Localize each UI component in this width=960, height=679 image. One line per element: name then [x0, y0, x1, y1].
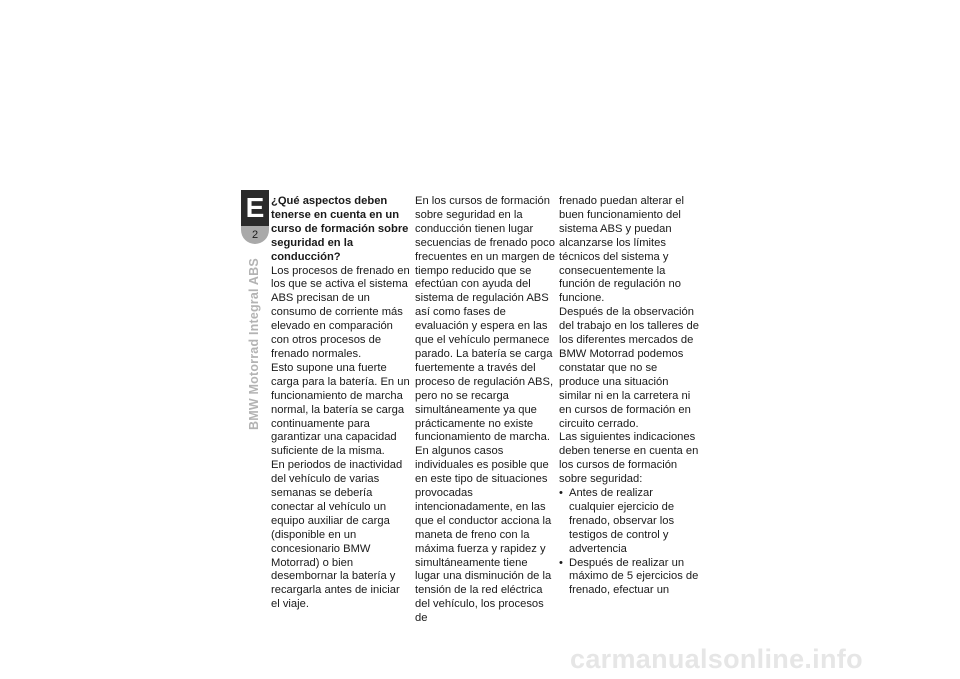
page-number: 2	[241, 226, 269, 244]
paragraph: Los procesos de frenado en los que se activa el sistema ABS precisan de un consumo de corriente más elevado en comparación con otros procesos de frenado normales.	[271, 264, 410, 360]
paragraph: En los cursos de formación sobre seguridad en la conducción tienen lugar secuencias de frenado poco frecuentes en un margen de tiempo reducido que se efectúan con ayuda del sistema de regulación ABS así como fases de evaluación y espera en las que el vehículo permanece parado. La batería se carga fuertemente a través del proceso de regulación ABS, pero no se recarga simultáneamente ya que prácticamente no existe funcionamiento de marcha. En algunos casos individuales es posible que en este tipo de situaciones provocadas intencionadamente, en las que el conductor acciona la maneta de freno con la máxima fuerza y rapidez y simultáneamente tiene lugar una disminución de la tensión de la red eléctrica del vehículo, los procesos de	[415, 195, 555, 625]
vertical-section-title	[247, 258, 264, 430]
side-tab	[241, 190, 269, 244]
paragraph: Después de la observación del trabajo en los talleres de los diferentes mercados de BMW Motorrad podemos constatar que no se produce una situación similar ni en la carretera ni en cursos de formación en circuito cerrado.	[559, 306, 699, 430]
vertical-title-text: BMW Motorrad Integral ABS	[247, 258, 261, 430]
paragraph: Esto supone una fuerte carga para la batería. En un funcionamiento de marcha normal, la batería se carga continuamente para garantizar una capacidad suficiente de la misma.	[271, 361, 410, 458]
watermark: carmanualsonline.info	[570, 644, 863, 674]
bullet-item	[559, 557, 699, 599]
paragraph: frenado puedan alterar el buen funcionamiento del sistema ABS y puedan alcanzarse los límites técnicos del sistema y consecuentemente la función de regulación no funcione.	[559, 195, 685, 305]
text-column-2	[415, 195, 555, 626]
bullet-text: Antes de realizar cualquier ejercicio de frenado, observar los testigos de control y advertencia	[569, 487, 675, 555]
bullet-text: Después de realizar un máximo de 5 ejercicios de frenado, efectuar un	[569, 556, 699, 597]
text-column-1	[271, 195, 411, 612]
paragraph: Las siguientes indicaciones deben tenerse en cuenta en los cursos de formación sobre seguridad:	[559, 431, 699, 486]
section-heading: ¿Qué aspectos deben tenerse en cuenta en un curso de formación sobre seguridad en la conducción?	[271, 195, 409, 263]
language-tab: E	[241, 190, 269, 226]
bullet-marker: •	[559, 487, 563, 500]
paragraph: En periodos de inactividad del vehículo de varias semanas se debería conectar al vehículo un equipo auxiliar de carga (disponible en un concesionario BMW Motorrad) o bien desembornar la batería y recargarla antes de iniciar el viaje.	[271, 459, 403, 611]
bullet-marker: •	[559, 556, 563, 569]
text-column-3	[559, 195, 699, 598]
bullet-item	[559, 487, 699, 557]
